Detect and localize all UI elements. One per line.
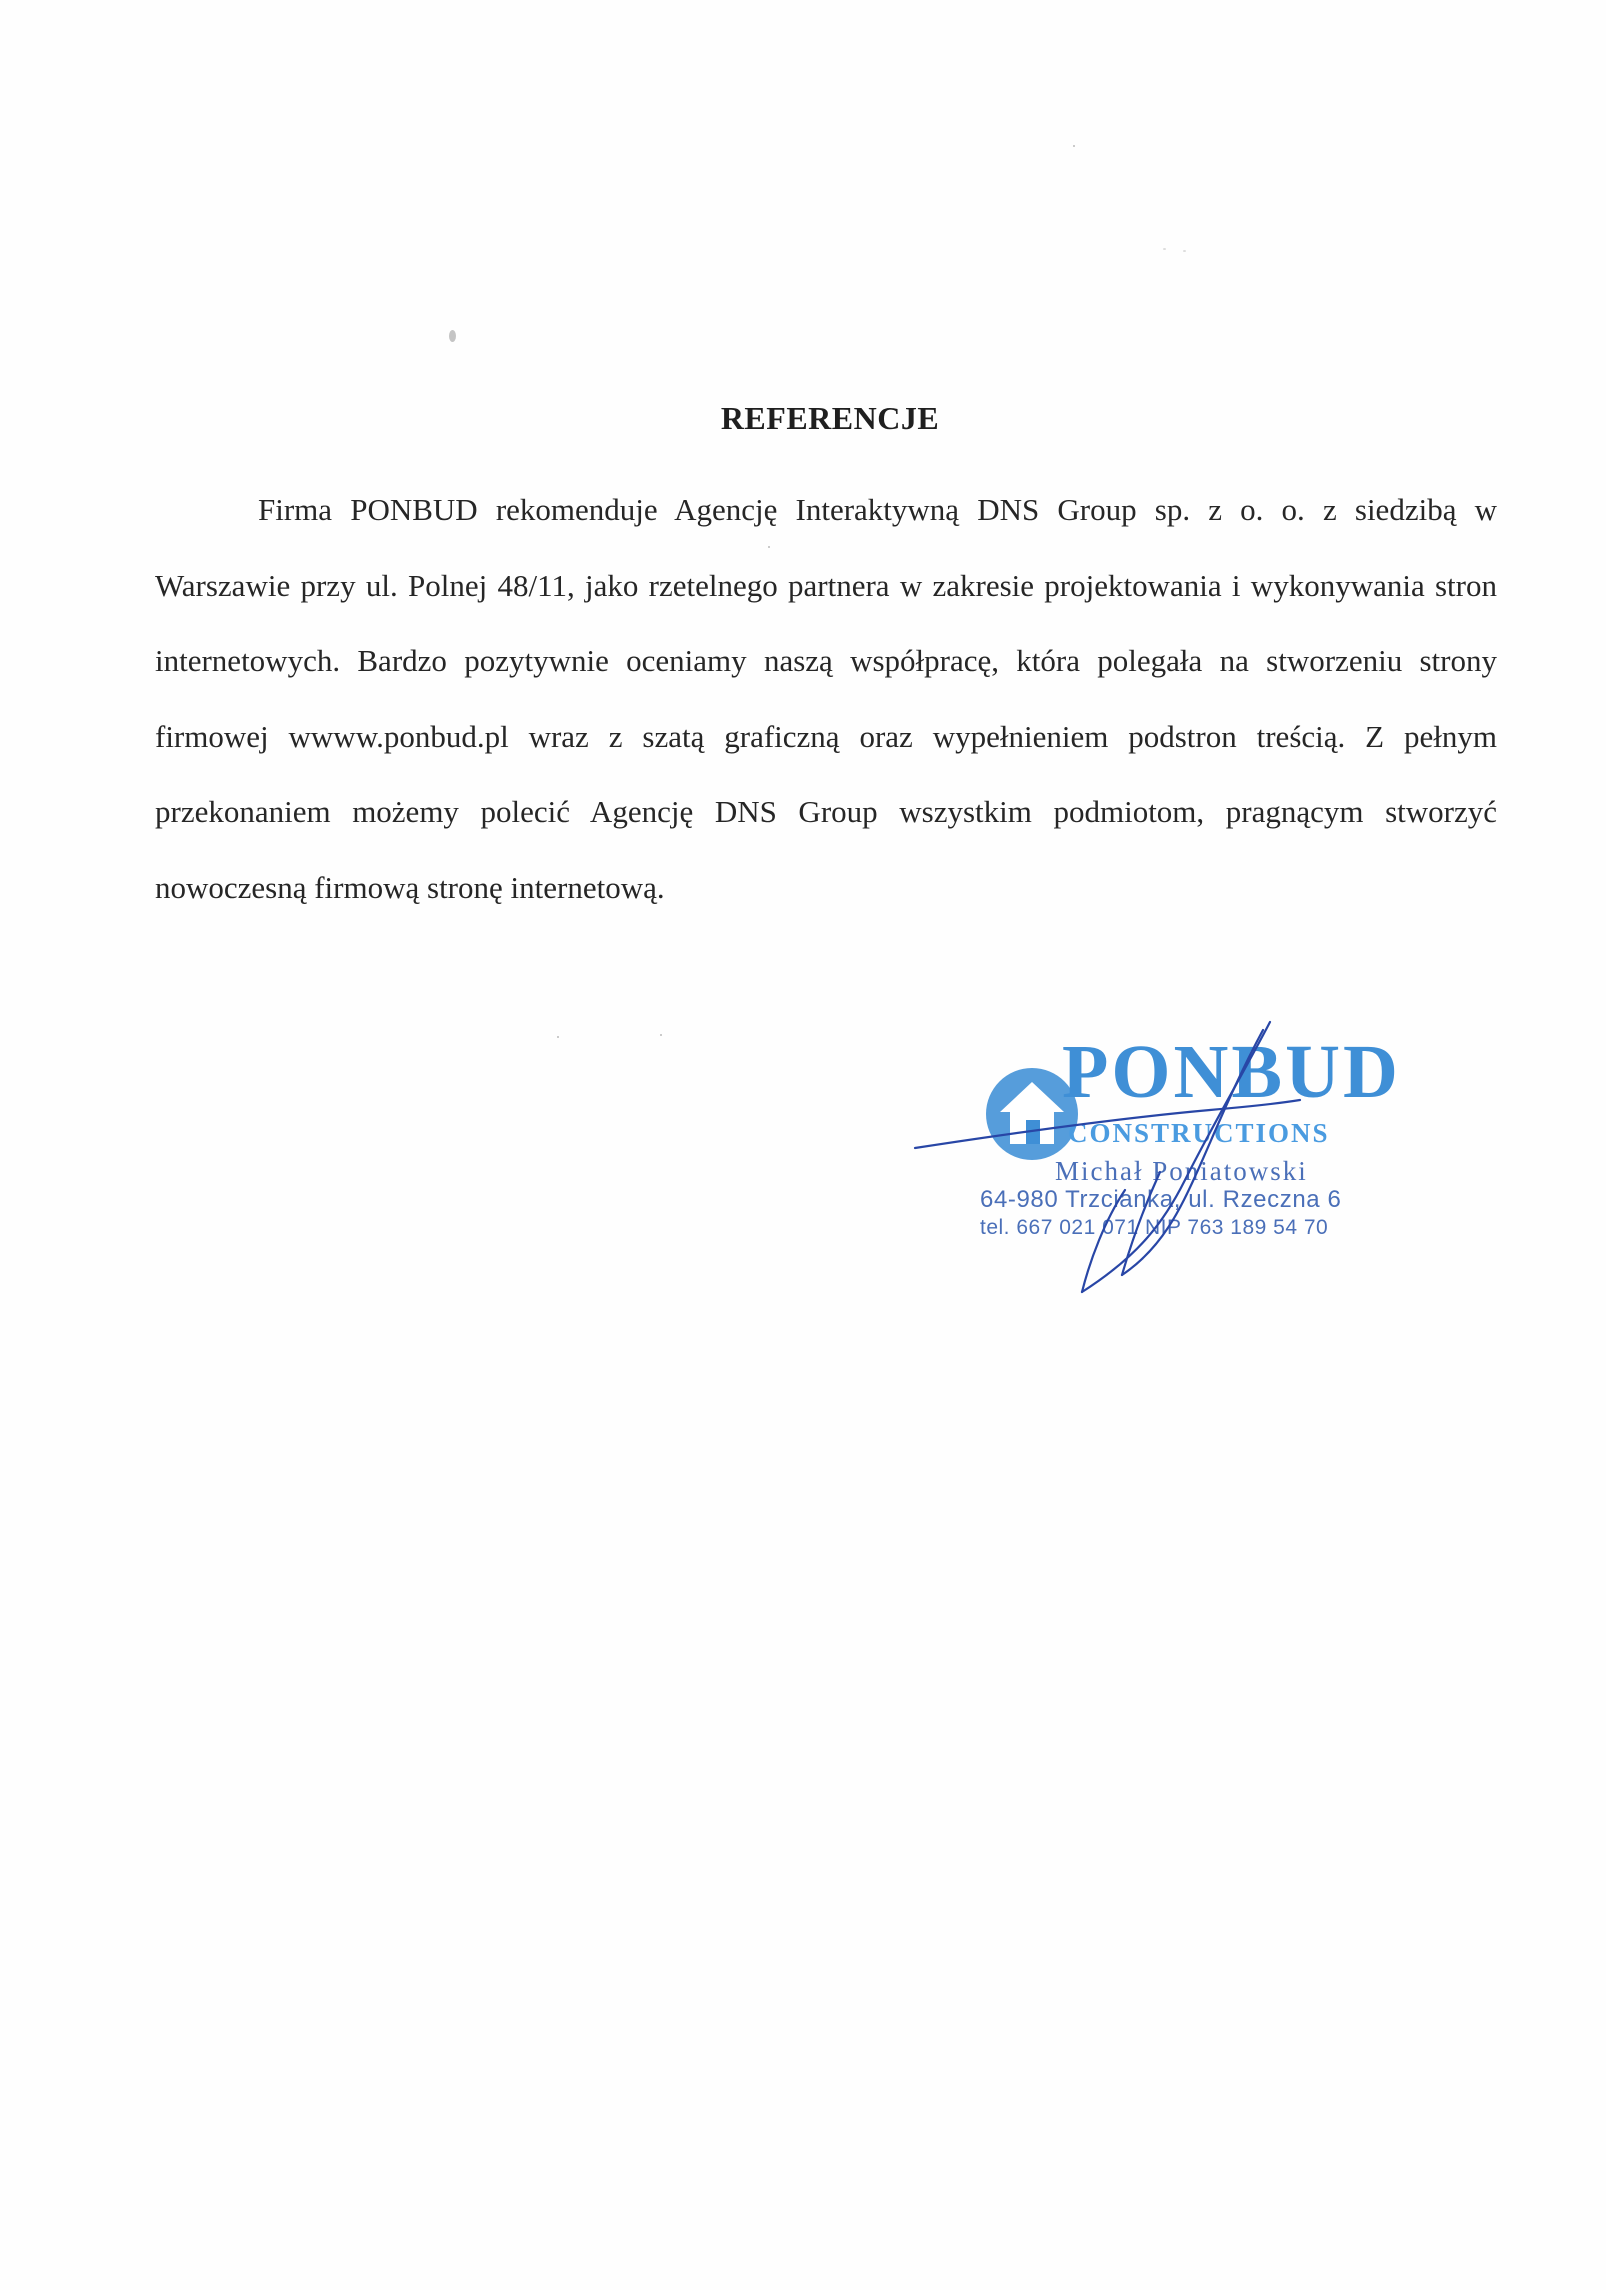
document-title: REFERENCJE	[720, 400, 940, 436]
stamp-subtitle: CONSTRUCTIONS	[1068, 1118, 1330, 1148]
recommendation-paragraph: Firma PONBUD rekomenduje Agencję Interaktywną DNS Group sp. z o. o. z siedzibą w Warszawie przy ul. Polnej 48/11, jako rzetelnego partnera w zakresie projektowania i wykonywania stron internetowych. Bardzo pozytywnie oceniamy naszą współpracę, która polegała na stworzeniu strony firmowej wwww.ponbud.pl wraz z szatą graficzną oraz wypełnieniem podstron treścią. Z pełnym przekonaniem możemy polecić Agencję DNS Group wszystkim podmiotom, pragnącym stworzyć nowoczesną firmową stronę internetową.	[155, 492, 1497, 905]
stamp-brand-text: PONBUD	[1062, 1030, 1401, 1114]
stamp-address: 64-980 Trzcianka, ul. Rzeczna 6	[980, 1186, 1342, 1213]
stamp-contact: tel. 667 021 071 NIP 763 189 54 70	[980, 1216, 1329, 1239]
stamp-owner-name: Michał Poniatowski	[1055, 1156, 1308, 1186]
